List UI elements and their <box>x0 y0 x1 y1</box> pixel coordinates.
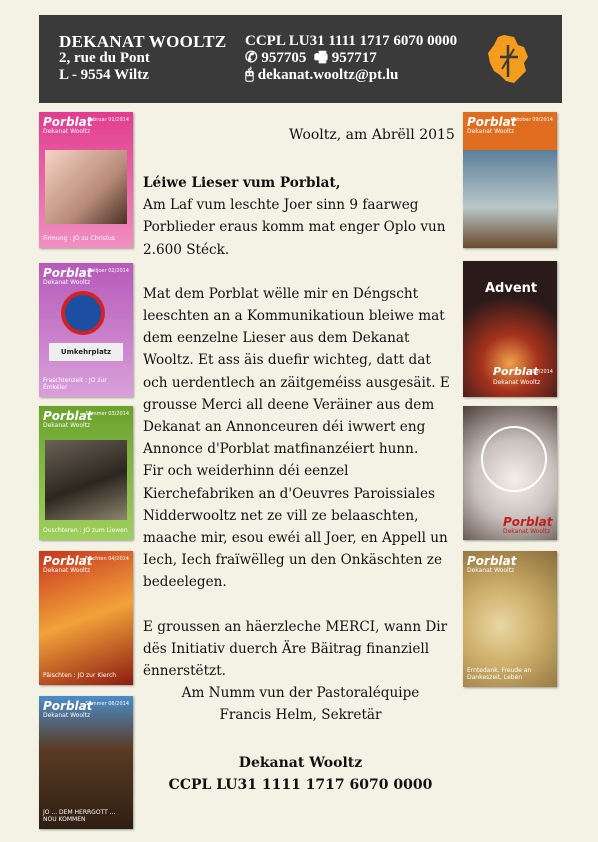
fax-icon: 🖷 <box>313 50 328 66</box>
greeting: Léiwe Lieser vum Porblat, <box>143 175 341 191</box>
org-name: DEKANAT WOOLTZ <box>59 32 227 51</box>
phone-line <box>245 50 457 67</box>
city: L - 9554 Wiltz <box>59 67 149 83</box>
cover-photo-girl <box>45 150 127 224</box>
paragraph-4: E groussen an häerzleche MERCI, wann Dir dës Initiativ duerch Äre Bäitrag finanziell ënnerstëtzt. <box>143 618 448 680</box>
porblat-cover-feb-2014: Porblat Dekanat Wooltz Februar 01/2014 Firmung : JO zu Christus <box>39 112 133 248</box>
porblat-cover-potatoes: Porblat Dekanat Wooltz Erntedank, Freude an Dankeszeit, Leben <box>463 551 557 687</box>
header-iban: CCPL LU31 1111 1717 6070 0000 <box>245 33 458 49</box>
mouse-icon: 🖰 <box>245 67 255 83</box>
cover-photo-stone <box>45 440 127 520</box>
email-address: dekanat.wooltz@pt.lu <box>257 67 399 83</box>
date-line: Wooltz, am Abrëll 2015 <box>289 127 455 143</box>
porblat-cover-summer-06-2014: Porblat Dekanat Wooltz Summer 06/2014 JO ... DEM HERRGOTT ... NOU KOMMEN <box>39 696 133 829</box>
signature-line-1: Am Numm vun der Pastoraléquipe <box>181 685 420 702</box>
fax-number: 957717 <box>331 50 377 66</box>
contact-block <box>245 33 457 84</box>
porblat-cover-spring-2014: Porblat Dekanat Wooltz Fréijoer 02/2014 Umkehrplatz Fraschtenzeit : JO zur Ëmkéier <box>39 263 133 397</box>
phone-icon: ✆ <box>245 50 258 66</box>
porblat-cover-summer-2014: Porblat Dekanat Wooltz Summer 03/2014 Ouschteren : JO zum Liewen <box>39 406 133 540</box>
signature-line-2: Francis Helm, Sekretär <box>219 707 382 724</box>
no-parking-sign-icon <box>61 291 105 335</box>
sign-label: Umkehrplatz <box>49 343 123 361</box>
luxembourg-map-logo <box>484 33 534 85</box>
porblat-cover-clock: Porblat Dekanat Wooltz <box>463 406 557 540</box>
footer-org: Dekanat Wooltz <box>238 755 363 771</box>
paragraph-1: Am Laf vum leschte Joer sinn 9 faarweg Porblieder eraus komm mat enger Oplo vun 2.600 Stéck. <box>143 197 446 258</box>
porblat-cover-pentecost-2014: Porblat Dekanat Wooltz Fréchten 04/2014 Päischten : JO zur Kierch <box>39 551 133 685</box>
cover-brand: Porblat <box>493 365 539 378</box>
street: 2, rue du Pont <box>59 50 150 66</box>
porblat-cover-oct-2014: Porblat Dekanat Wooltz Oktober 09/2014 <box>463 112 557 248</box>
clock-icon <box>481 426 547 492</box>
paragraph-2: Mat dem Porblat wëlle mir en Déngscht leeschten an a Kommunikatioun bleiwe mat dem eenzelne Lieser aus dem Dekanat Wooltz. Et ass äis duefir wichteg, datt dat och uerdentlech an zäitgeméiss ausgesäit. E grousse Merci all deene Veräiner aus dem Dekanat an Annonceuren déi iwwert eng Annonce d'Porblat matfinanzéiert hunn. <box>143 285 450 458</box>
letterhead <box>39 15 562 103</box>
porblat-cover-advent-2014: Advent Porblat Dekanat Wooltz 10/2014 <box>463 261 557 397</box>
phone-number: 957705 <box>261 50 307 66</box>
paragraph-3: Fir och weiderhinn déi eenzel Kierchefabriken an d'Oeuvres Paroissiales Nidderwooltz net ze vill ze belaaschten, maache mir, esou ewéi all Joer, en Appell un Iech, Iech fraïwëlleg un den Onkäschten ze bedeelegen. <box>143 463 448 591</box>
email-line <box>245 67 457 84</box>
letter-body <box>143 172 458 727</box>
footer-iban: CCPL LU31 1111 1717 6070 0000 <box>168 777 433 793</box>
address-block <box>59 33 227 84</box>
footer <box>143 752 458 796</box>
cover-sub: Dekanat Wooltz <box>493 379 541 386</box>
